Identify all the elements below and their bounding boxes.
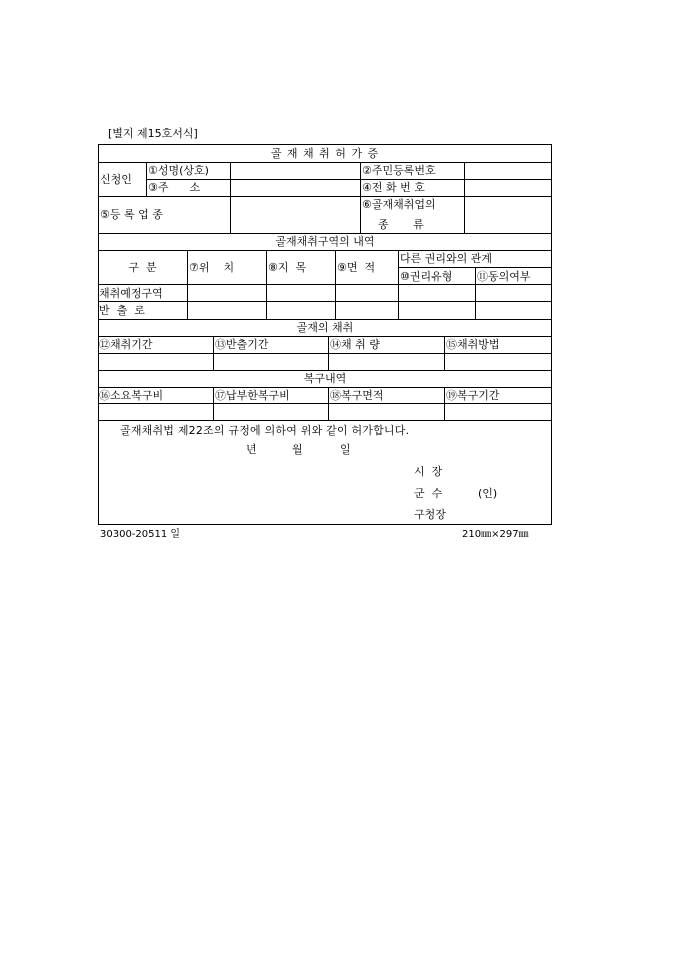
seal-mark: (인) xyxy=(478,487,498,500)
applicant-label: 신청인 xyxy=(100,173,132,186)
permit-form xyxy=(98,144,552,525)
size-label: ⑨면 적 xyxy=(337,261,376,274)
aggregate-type-label-line2: 종 류 xyxy=(378,218,424,231)
permit-statement: 골재채취법 제22조의 규정에 의하여 위와 같이 허가합니다. xyxy=(120,424,410,437)
date-year: 년 xyxy=(246,443,257,456)
resident-number-label: ②주민등록번호 xyxy=(362,164,436,177)
address-label: ③주 소 xyxy=(148,181,201,194)
paid-restoration-cost-label: ⑰납부한복구비 xyxy=(215,389,290,402)
extraction-method-label: ⑮채취방법 xyxy=(446,338,500,351)
date-day: 일 xyxy=(340,443,351,456)
restoration-section-title: 복구내역 xyxy=(303,372,347,385)
aggregate-type-label-line1: ⑥골재채취업의 xyxy=(362,198,436,211)
restoration-cost-label: ⑯소요복구비 xyxy=(99,389,164,402)
form-grid-lines xyxy=(98,144,552,525)
extraction-period-label: ⑫채취기간 xyxy=(99,338,153,351)
export-route-label: 반 출 로 xyxy=(99,304,145,317)
other-rights-label: 다른 권리와의 관계 xyxy=(400,252,493,265)
business-type-label: ⑤등 록 업 종 xyxy=(100,208,163,221)
form-title: 골 재 채 취 허 가 증 xyxy=(270,147,380,160)
land-category-label: ⑧지 목 xyxy=(268,261,307,274)
planned-area-label: 채취예정구역 xyxy=(99,287,163,300)
extraction-amount-label: ⑭채 취 량 xyxy=(330,338,380,351)
name-label: ①성명(상호) xyxy=(148,164,209,177)
consent-label: ⑪동의여부 xyxy=(477,270,531,283)
form-code: 30300-20511 일 xyxy=(100,529,181,540)
right-type-label: ⑩권리유형 xyxy=(400,270,453,283)
division-label: 구 분 xyxy=(128,261,157,274)
district-head-label: 구청장 xyxy=(414,508,446,521)
location-label: ⑦위 치 xyxy=(189,261,235,274)
county-head-label: 군 수 xyxy=(414,487,443,500)
restoration-area-label: ⑱복구면적 xyxy=(330,389,384,402)
restoration-period-label: ⑲복구기간 xyxy=(446,389,500,402)
extraction-section-title: 골재의 채취 xyxy=(296,321,354,334)
paper-size: 210㎜×297㎜ xyxy=(462,529,529,540)
date-month: 월 xyxy=(292,443,303,456)
form-number-label: [별지 제15호서식] xyxy=(108,127,198,140)
area-section-title: 골재채취구역의 내역 xyxy=(275,235,375,248)
export-period-label: ⑬반출기간 xyxy=(215,338,269,351)
mayor-label: 시 장 xyxy=(414,465,443,478)
phone-label: ④전 화 번 호 xyxy=(362,181,425,194)
